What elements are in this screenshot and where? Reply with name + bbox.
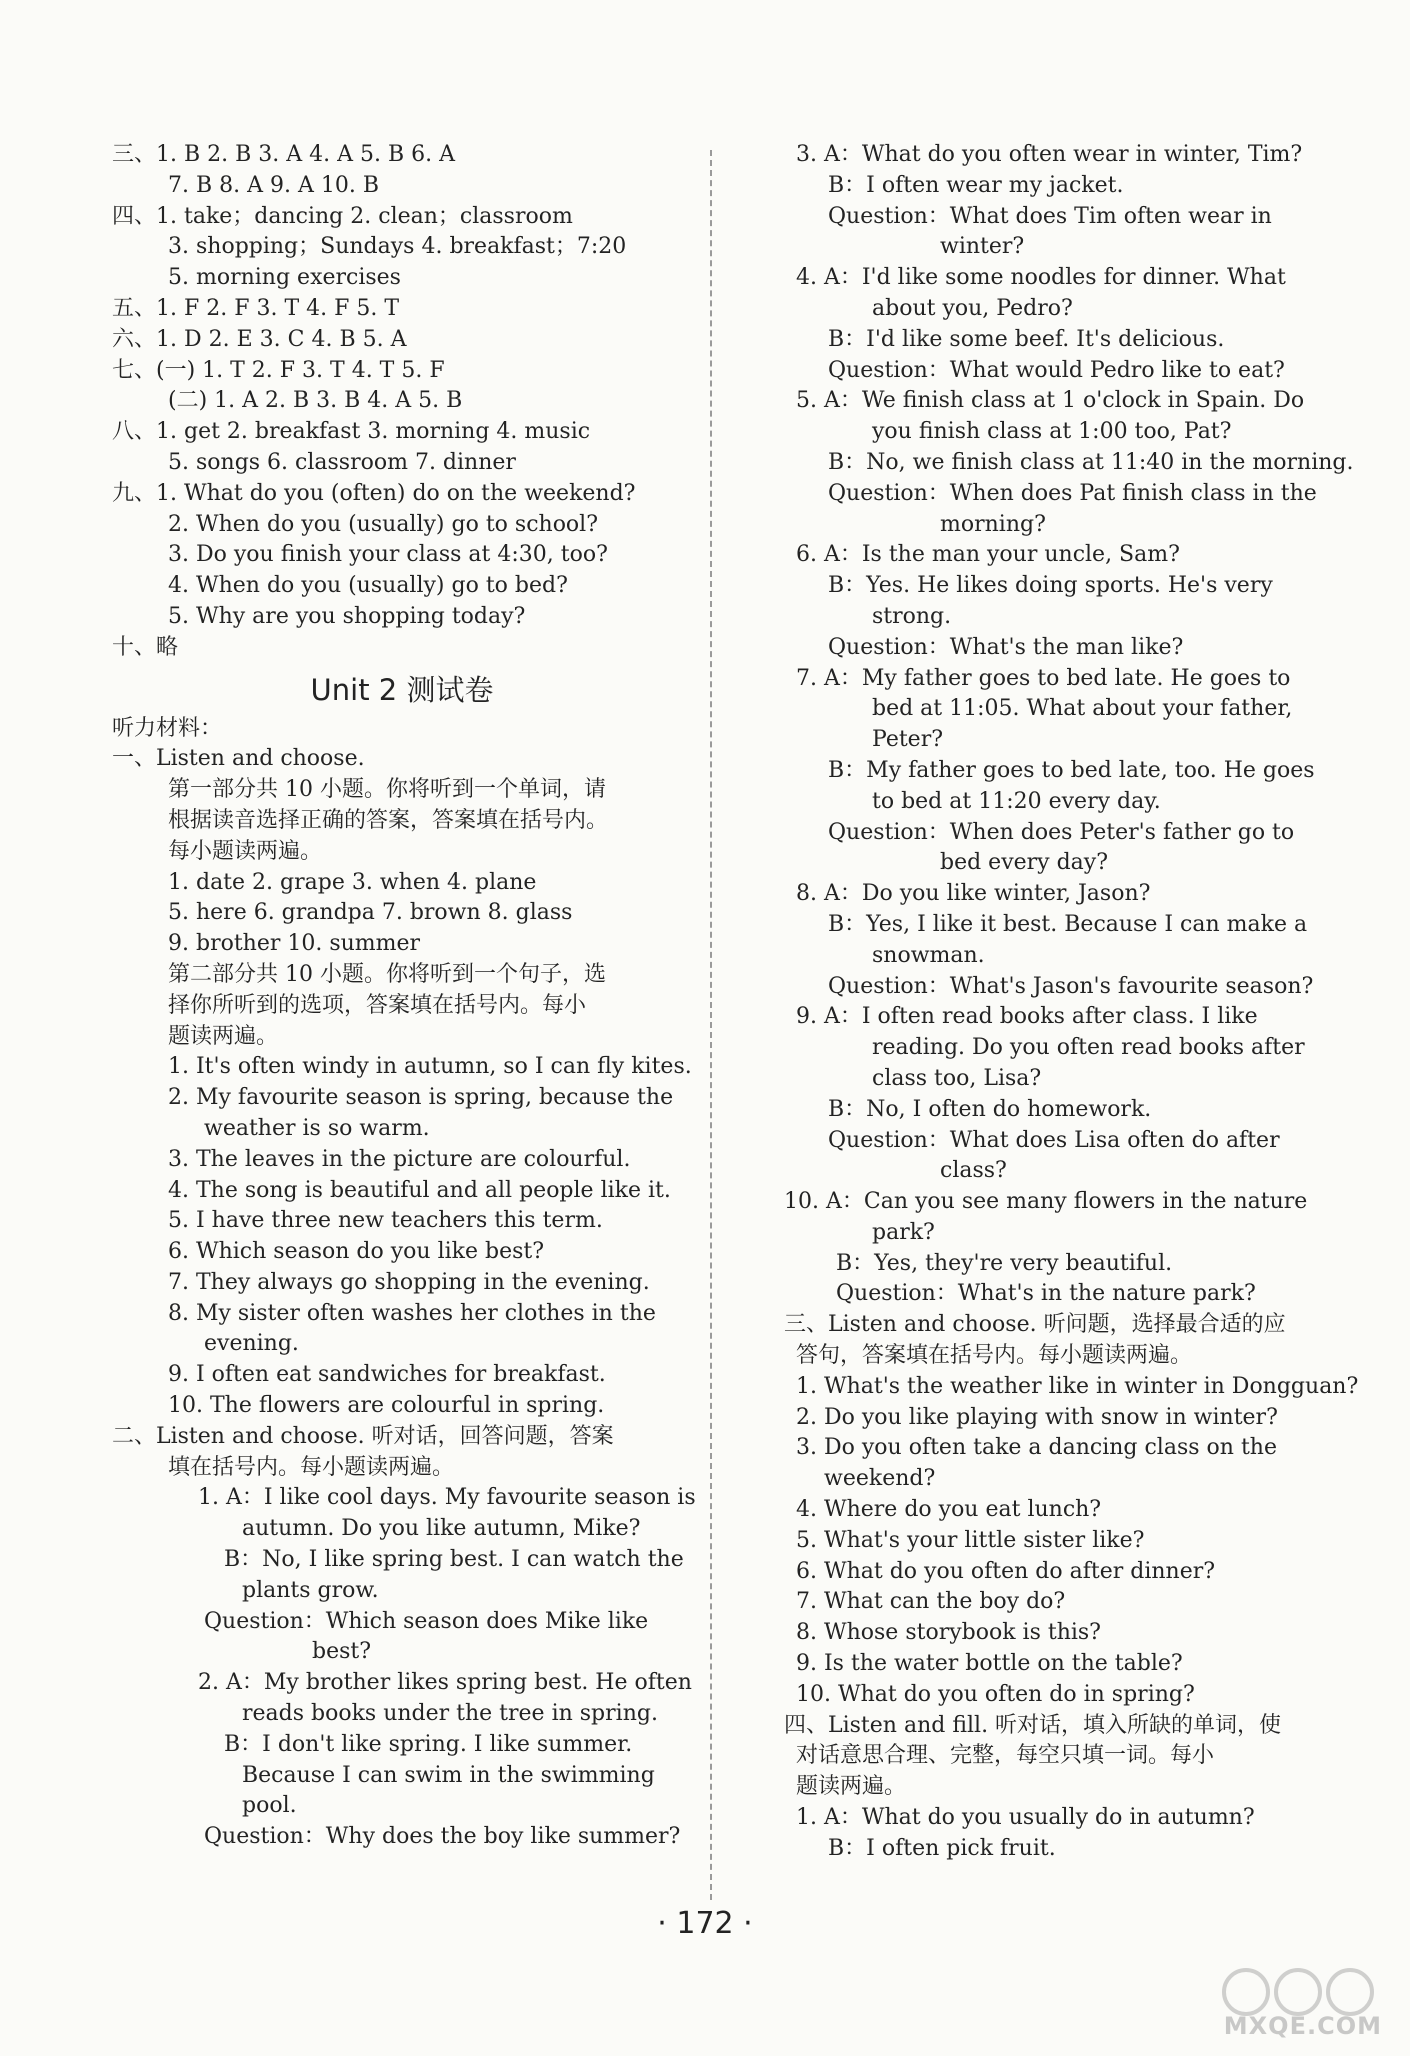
watermark-seal-icon [1216,1966,1386,2018]
text-line: Question：What's the man like? [828,634,1184,660]
text-line: 2. Do you like playing with snow in winter? [796,1404,1278,1430]
text-line: 4. When do you (usually) go to bed? [168,573,568,599]
watermark-url: MXQE.COM [1223,2012,1382,2040]
text-line: 10. What do you often do in spring? [796,1681,1195,1707]
text-line: 6. What do you often do after dinner? [796,1558,1216,1584]
text-line: 答句，答案填在括号内。每小题读两遍。 [796,1343,1193,1369]
text-line: Question：What does Tim often wear in [828,203,1272,229]
text-line: Question：What's in the nature park? [836,1281,1256,1307]
text-line: Question：Which season does Mike like [204,1608,649,1634]
text-line: 十、略 [112,634,179,660]
text-line: snowman. [872,942,985,968]
text-line: evening. [204,1331,299,1357]
right-column [784,140,1359,1865]
text-line: 5. I have three new teachers this term. [168,1208,603,1234]
text-line: B：I'd like some beef. It's delicious. [828,326,1225,352]
text-line: reading. Do you often read books after [872,1035,1305,1061]
unit-title: Unit 2 测试卷 [310,672,494,707]
text-line: 题读两遍。 [168,1023,279,1049]
text-line: 1. A：I like cool days. My favourite season is [198,1485,696,1511]
text-line: 5. morning exercises [168,265,401,291]
text-line: 四、1. take；dancing 2. clean；classroom [112,203,573,229]
text-line: 择你所听到的选项，答案填在括号内。每小 [168,992,587,1018]
text-line: 二、Listen and choose. 听对话，回答问题，答案 [112,1423,614,1449]
text-line: bed at 11:05. What about your father, [872,696,1293,722]
text-line: B：No, I often do homework. [828,1096,1152,1122]
text-line: 9. Is the water bottle on the table? [796,1651,1183,1677]
text-line: 5. songs 6. classroom 7. dinner [168,449,516,475]
text-line: 三、1. B 2. B 3. A 4. A 5. B 6. A [112,142,456,167]
text-line: (二) 1. A 2. B 3. B 4. A 5. B [168,388,463,414]
text-line: 5. Why are you shopping today? [168,603,526,629]
text-line: 1. What's the weather like in winter in Dongguan? [796,1373,1359,1399]
text-line: 4. A：I'd like some noodles for dinner. What [796,265,1286,291]
text-line: B：I don't like spring. I like summer. [224,1731,633,1757]
text-line: 题读两遍。 [796,1774,907,1800]
text-line: 填在括号内。每小题读两遍。 [168,1454,455,1480]
text-line: B：I often pick fruit. [828,1835,1056,1861]
text-line: B：I often wear my jacket. [828,172,1124,198]
text-line: B：No, we finish class at 11:40 in the morning. [828,449,1354,475]
text-line: 2. My favourite season is spring, because the [168,1085,674,1111]
text-line: 10. A：Can you see many flowers in the nature [784,1189,1308,1215]
text-line: class? [940,1158,1007,1184]
text-line: 5. What's your little sister like? [796,1527,1145,1553]
text-line: 3. Do you often take a dancing class on the [796,1435,1277,1461]
text-line: B：Yes, I like it best. Because I can make a [828,911,1308,937]
text-line: 6. Which season do you like best? [168,1239,545,1265]
text-line: Peter? [872,727,944,753]
text-line: 8. My sister often washes her clothes in the [168,1300,656,1326]
text-line: 1. A：What do you usually do in autumn? [796,1805,1255,1831]
text-line: strong. [872,603,952,629]
text-line: about you, Pedro? [872,295,1073,321]
text-line: 9. brother 10. summer [168,931,421,957]
text-line: Question：What's Jason's favourite season? [828,973,1314,999]
text-line: 3. Do you finish your class at 4:30, too? [168,542,608,568]
text-line: weather is so warm. [204,1115,430,1141]
text-line: bed every day? [940,850,1109,876]
text-line: Question：What would Pedro like to eat? [828,357,1285,383]
text-line: 根据读音选择正确的答案，答案填在括号内。 [168,807,609,833]
text-line: 8. A：Do you like winter, Jason? [796,881,1151,907]
left-column [112,140,696,1853]
text-line: Question：When does Pat finish class in the [828,480,1317,506]
text-line: best? [312,1639,372,1665]
text-line: 八、1. get 2. breakfast 3. morning 4. music [112,419,591,445]
text-line: you finish class at 1:00 too, Pat? [872,419,1232,445]
text-line: 听力材料： [112,715,223,741]
text-line: 1. It's often windy in autumn, so I can fly kites. [168,1054,692,1080]
text-line: B：Yes. He likes doing sports. He's very [828,573,1273,599]
text-line: weekend? [824,1466,936,1492]
text-line: 10. The flowers are colourful in spring. [168,1393,605,1419]
text-line: 对话意思合理、完整，每空只填一词。每小 [796,1743,1215,1769]
text-line: B：My father goes to bed late, too. He goes [828,757,1315,783]
text-line: autumn. Do you like autumn, Mike? [242,1516,641,1542]
text-line: 2. A：My brother likes spring best. He often [198,1670,692,1696]
text-line: 3. A：What do you often wear in winter, Tim? [796,142,1303,167]
text-line: 7. What can the boy do? [796,1589,1066,1615]
text-line: park? [872,1219,935,1245]
text-line: 4. The song is beautiful and all people like it. [168,1177,671,1203]
text-line: class too, Lisa? [872,1065,1042,1091]
text-line: to bed at 11:20 every day. [872,788,1161,814]
text-line: 五、1. F 2. F 3. T 4. F 5. T [112,295,400,321]
text-line: 7. B 8. A 9. A 10. B [168,172,380,198]
text-line: 四、Listen and fill. 听对话，填入所缺的单词，使 [784,1712,1282,1738]
text-line: 1. date 2. grape 3. when 4. plane [168,869,537,895]
text-line: morning? [940,511,1046,537]
text-line: 5. here 6. grandpa 7. brown 8. glass [168,900,573,926]
column-divider [710,150,712,1900]
text-line: 3. shopping；Sundays 4. breakfast；7:20 [168,234,627,260]
text-line: 七、(一) 1. T 2. F 3. T 4. T 5. F [112,357,445,383]
text-line: Question：What does Lisa often do after [828,1127,1280,1153]
text-line: 9. A：I often read books after class. I like [796,1004,1258,1030]
text-line: 每小题读两遍。 [168,838,323,864]
text-line: 九、1. What do you (often) do on the weekend? [112,480,636,506]
text-line: 2. When do you (usually) go to school? [168,511,599,537]
text-line: Question：Why does the boy like summer? [204,1824,681,1850]
text-line: pool. [242,1793,297,1819]
text-line: 六、1. D 2. E 3. C 4. B 5. A [112,326,407,352]
text-line: B：Yes, they're very beautiful. [836,1250,1173,1276]
text-line: winter? [940,234,1025,260]
text-line: 9. I often eat sandwiches for breakfast. [168,1362,606,1388]
text-line: 4. Where do you eat lunch? [796,1497,1102,1523]
text-line: 8. Whose storybook is this? [796,1620,1101,1646]
text-line: reads books under the tree in spring. [242,1701,658,1727]
text-line: 7. They always go shopping in the evening. [168,1269,650,1295]
watermark-logo [1216,1966,1386,2042]
page-number: · 172 · [657,1906,753,1941]
text-line: 三、Listen and choose. 听问题，选择最合适的应 [784,1312,1286,1338]
text-line: Question：When does Peter's father go to [828,819,1295,845]
text-line: 第一部分共 10 小题。你将听到一个单词，请 [168,777,606,803]
text-line: 5. A：We finish class at 1 o'clock in Spain. Do [796,388,1305,414]
text-line: 6. A：Is the man your uncle, Sam? [796,542,1180,568]
text-line: plants grow. [242,1577,379,1603]
text-line: 7. A：My father goes to bed late. He goes to [796,665,1291,691]
text-line: Because I can swim in the swimming [242,1762,655,1788]
text-line: 3. The leaves in the picture are colourful. [168,1146,631,1172]
text-line: 第二部分共 10 小题。你将听到一个句子，选 [168,961,606,987]
text-line: B：No, I like spring best. I can watch the [224,1547,684,1573]
text-line: 一、Listen and choose. [112,746,365,772]
